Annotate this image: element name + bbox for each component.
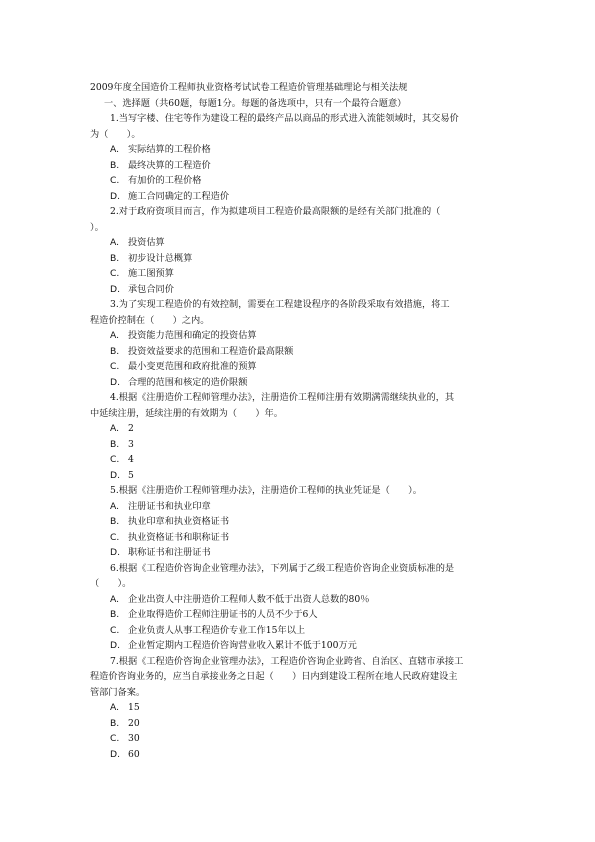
answer-option <box>90 282 510 298</box>
question-stem: 1.当写字楼、住宅等作为建设工程的最终产品以商品的形式进入流能领域时，其交易价 <box>110 113 459 124</box>
answer-option <box>90 530 510 546</box>
question-stem-continuation: 程造价控制在（ ）之内。 <box>90 314 210 326</box>
option-letter: D. <box>110 283 120 295</box>
option-text: 施工图预算 <box>128 268 174 279</box>
option-text: 实际结算的工程价格 <box>128 144 211 155</box>
option-letter: C. <box>110 268 120 279</box>
option-text: 4 <box>128 454 134 465</box>
option-letter: C. <box>110 361 120 372</box>
option-letter: A. <box>110 330 120 341</box>
option-text: 最终决算的工程造价 <box>128 159 211 171</box>
option-text: 60 <box>128 748 140 760</box>
answer-option <box>90 607 510 623</box>
answer-option <box>90 716 510 732</box>
option-letter: A. <box>110 144 120 155</box>
question-stem-continuation: （ ）。 <box>90 578 132 589</box>
option-letter: B. <box>110 159 120 171</box>
question-block <box>90 561 510 654</box>
option-letter: D. <box>110 376 120 388</box>
question-stem: 6.根据《工程造价咨询企业管理办法》，下列属于乙级工程造价咨询企业资质标准的是 <box>110 562 455 574</box>
answer-option <box>90 638 510 654</box>
question-stem-continuation: 程造价咨询业务的，应当自承接业务之日起（ ）日内到建设工程所在地人民政府建设主 <box>90 671 458 682</box>
option-letter: A. <box>110 702 120 713</box>
answer-option <box>90 344 510 360</box>
answer-option <box>90 499 510 515</box>
question-block <box>90 654 510 763</box>
document-body <box>90 80 510 762</box>
option-text: 投资效益要求的范围和工程造价最高限额 <box>128 345 294 357</box>
answer-option <box>90 359 510 375</box>
option-letter: B. <box>110 717 120 729</box>
option-letter: D. <box>110 190 120 202</box>
option-letter: C. <box>110 175 120 186</box>
answer-option <box>90 189 510 205</box>
option-text: 有加价的工程价格 <box>128 175 202 186</box>
option-text: 合理的范围和核定的造价限额 <box>128 376 248 388</box>
option-text: 最小变更范围和政府批准的预算 <box>128 361 257 372</box>
answer-option <box>90 328 510 344</box>
option-text: 执业印章和执业资格证书 <box>128 516 230 527</box>
option-letter: B. <box>110 438 120 450</box>
option-letter: C. <box>110 624 120 636</box>
answer-option <box>90 452 510 468</box>
question-block <box>90 204 510 297</box>
option-text: 2 <box>128 423 134 434</box>
option-text: 30 <box>128 733 140 744</box>
option-letter: A. <box>110 593 120 605</box>
option-text: 投资估算 <box>128 237 165 248</box>
option-letter: D. <box>110 547 120 558</box>
question-block <box>90 297 510 390</box>
option-text: 注册证书和执业印章 <box>128 500 211 512</box>
question-stem: 2.对于政府资项目而言，作为拟建项目工程造价最高限额的是经有关部门批准的（ <box>110 206 441 217</box>
option-letter: B. <box>110 252 120 264</box>
answer-option <box>90 514 510 530</box>
question-stem: 3.为了实现工程造价的有效控制，需要在工程建设程序的各阶段采取有效措施，将工 <box>110 299 450 310</box>
option-letter: C. <box>110 733 120 744</box>
question-stem-continuation: 中延续注册，延续注册的有效期为（ ）年。 <box>90 407 283 419</box>
option-text: 投资能力范围和确定的投资估算 <box>128 330 257 341</box>
question-block <box>90 390 510 483</box>
option-text: 执业资格证书和职称证书 <box>128 531 230 543</box>
question-block <box>90 483 510 561</box>
answer-option <box>90 251 510 267</box>
option-letter: A. <box>110 237 120 248</box>
option-letter: A. <box>110 500 120 512</box>
option-text: 承包合同价 <box>128 283 174 295</box>
answer-option <box>90 700 510 716</box>
document-title: 2009年度全国造价工程师执业资格考试试卷工程造价管理基础理论与相关法规 <box>90 82 408 93</box>
answer-option <box>90 142 510 158</box>
question-stem-continuation: 管部门备案。 <box>90 686 146 698</box>
option-letter: D. <box>110 748 120 760</box>
answer-option <box>90 468 510 484</box>
answer-option <box>90 592 510 608</box>
option-letter: B. <box>110 345 120 357</box>
option-text: 企业取得造价工程师注册证书的人员不少于6人 <box>128 609 318 620</box>
question-stem: 5.根据《注册造价工程师管理办法》，注册造价工程师的执业凭证是（ ）。 <box>110 485 422 496</box>
answer-option <box>90 545 510 561</box>
option-letter: B. <box>110 516 120 527</box>
option-letter: D. <box>110 640 120 651</box>
answer-option <box>90 235 510 251</box>
option-letter: B. <box>110 609 120 620</box>
answer-option <box>90 421 510 437</box>
option-letter: C. <box>110 531 120 543</box>
question-stem-continuation: ）。 <box>90 221 104 233</box>
option-text: 初步设计总概算 <box>128 252 193 264</box>
answer-option <box>90 623 510 639</box>
question-stem: 7.根据《工程造价咨询企业管理办法》，工程造价咨询企业跨省、自治区、直辖市承接工 <box>110 655 464 667</box>
option-text: 15 <box>128 702 140 713</box>
option-text: 5 <box>128 469 134 481</box>
option-letter: C. <box>110 454 120 465</box>
question-list <box>90 111 510 762</box>
option-text: 职称证书和注册证书 <box>128 547 211 558</box>
answer-option <box>90 173 510 189</box>
answer-option <box>90 158 510 174</box>
question-stem: 4.根据《注册造价工程师管理办法》，注册造价工程师注册有效期满需继续执业的，其 <box>110 392 455 403</box>
answer-option <box>90 747 510 763</box>
option-letter: D. <box>110 469 120 481</box>
answer-option <box>90 731 510 747</box>
option-text: 施工合同确定的工程造价 <box>128 190 230 202</box>
question-block <box>90 111 510 204</box>
question-stem-continuation: 为（ ）。 <box>90 128 141 140</box>
option-text: 企业出资人中注册造价工程师人数不低于出资人总数的80％ <box>128 593 370 605</box>
option-text: 企业负责人从事工程造价专业工作15年以上 <box>128 624 306 636</box>
answer-option <box>90 266 510 282</box>
answer-option <box>90 437 510 453</box>
option-text: 3 <box>128 438 134 450</box>
section-heading: 一、选择题（共60题，每题1分。每题的备选项中，只有一个最符合题意） <box>104 97 407 109</box>
answer-option <box>90 375 510 391</box>
option-text: 企业暂定期内工程造价咨询营业收入累计不低于100万元 <box>128 640 357 651</box>
option-text: 20 <box>128 717 140 729</box>
option-letter: A. <box>110 423 120 434</box>
